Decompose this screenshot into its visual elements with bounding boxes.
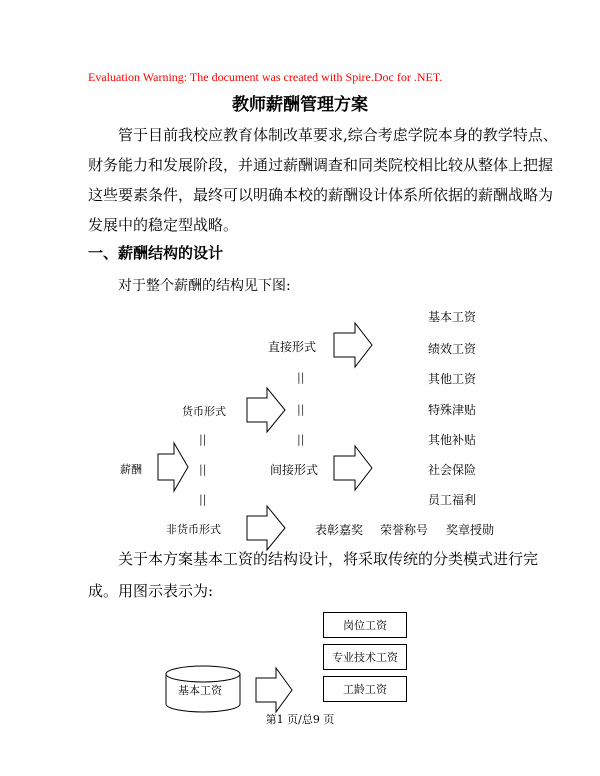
connector: || (297, 371, 305, 384)
direct-item: 其他工资 (428, 372, 477, 386)
box-seniority-salary: 工龄工资 (323, 676, 407, 702)
para2-line: 成。用图示表示为: (88, 582, 214, 600)
page-footer: 第1 页/总9 页 (265, 713, 335, 726)
salary-root-label: 薪酬 (120, 463, 142, 476)
section-heading: 一、薪酬结构的设计 (88, 244, 224, 262)
connector: || (199, 493, 207, 506)
indirect-item: 其他补贴 (428, 433, 477, 447)
non-monetary-form-label: 非货币形式 (166, 523, 221, 536)
indirect-form-label: 间接形式 (270, 463, 319, 477)
intro-line: 管于目前我校应教育体制改革要求,综合考虑学院本身的教学特点、 (118, 126, 558, 144)
arrow-basic-salary (256, 668, 292, 712)
document-title: 教师薪酬管理方案 (232, 95, 368, 115)
direct-item: 绩效工资 (428, 342, 477, 356)
box-position-salary: 岗位工资 (323, 612, 407, 638)
non-monetary-item: 表彰嘉奖 (315, 523, 364, 537)
basic-salary-paragraph (88, 543, 539, 607)
arrow-monetary (247, 388, 285, 432)
non-monetary-item: 荣誉称号 (380, 523, 429, 537)
arrow-indirect (334, 446, 372, 490)
indirect-item: 员工福利 (428, 493, 477, 507)
cylinder-label: 基本工资 (178, 684, 222, 697)
para2-line: 关于本方案基本工资的结构设计，将采取传统的分类模式进行完 (118, 550, 539, 568)
indirect-item: 社会保险 (428, 463, 477, 477)
arrow-root (158, 443, 188, 491)
direct-form-label: 直接形式 (268, 340, 317, 354)
intro-line: 发展中的稳定型战略。 (88, 216, 239, 234)
evaluation-warning: Evaluation Warning: The document was created with Spire.Doc for .NET. (88, 70, 443, 84)
section-intro: 对于整个薪酬的结构见下图: (118, 278, 291, 294)
arrow-direct (334, 323, 372, 367)
box-professional-salary: 专业技术工资 (323, 644, 407, 670)
connector: || (297, 433, 305, 446)
connector: || (199, 463, 207, 476)
connector: || (297, 403, 305, 416)
intro-line: 财务能力和发展阶段，并通过薪酬调查和同类院校相比较从整体上把握 (88, 156, 554, 174)
intro-line: 这些要素条件，最终可以明确本校的薪酬设计体系所依据的薪酬战略为 (88, 186, 554, 204)
monetary-form-label: 货币形式 (182, 405, 226, 418)
indirect-item: 特殊津贴 (428, 403, 477, 417)
non-monetary-item: 奖章授勋 (446, 523, 495, 537)
direct-item: 基本工资 (428, 310, 477, 324)
connector: || (199, 433, 207, 446)
